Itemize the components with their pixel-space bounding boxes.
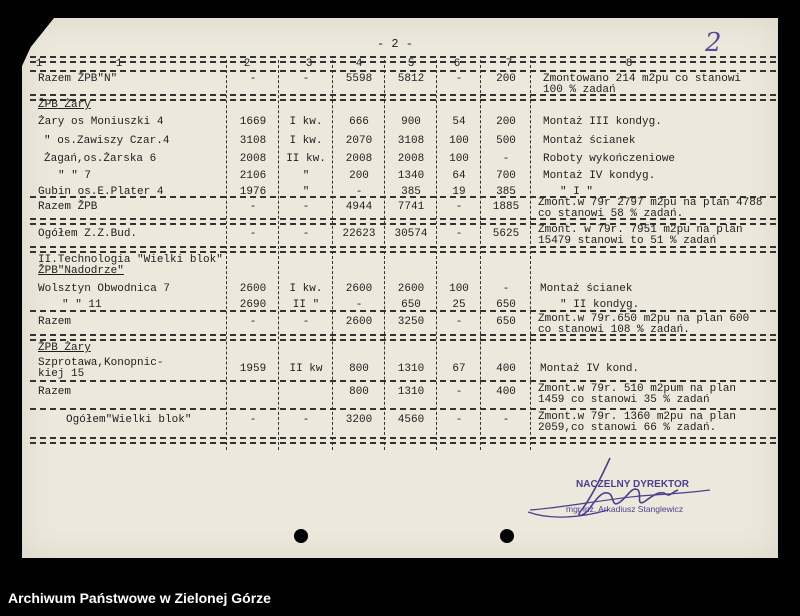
cell: I kw. (289, 135, 323, 147)
rule (30, 70, 776, 72)
remark: Zmont. w 79r. 7951 m2pu na plan (538, 224, 743, 236)
cell: - (302, 316, 310, 328)
remark: Zmont.w 79r. 510 m2pum na plan (538, 383, 737, 395)
col-header: 4 (355, 58, 363, 70)
archive-caption-bar (0, 580, 800, 616)
cell: " (302, 186, 310, 198)
cell: 1340 (397, 170, 425, 182)
cell: 100 (449, 153, 469, 165)
remark: Zmontowano 214 m2pu co stanowi (543, 73, 742, 85)
cell: 500 (496, 135, 516, 147)
column-rule (384, 60, 385, 450)
remark: Zmont.w 79r 2797 m2pu na plan 4788 (538, 197, 763, 209)
col-header: 5 (407, 58, 415, 70)
cell: 67 (452, 363, 466, 375)
cell: 2106 (239, 170, 267, 182)
remark: Montaż IV kond. (540, 363, 640, 375)
remark: " II kondyg. (560, 299, 640, 311)
row-label: " " 7 (58, 170, 92, 182)
remark: Montaż ścianek (543, 135, 636, 147)
remark: Montaż III kondyg. (543, 116, 662, 128)
cell: 19 (452, 186, 466, 198)
row-label: Gubin os.E.Plater 4 (38, 186, 164, 198)
cell: - (249, 201, 257, 213)
col-header: 7 (505, 58, 513, 70)
cell: 2070 (345, 135, 373, 147)
cell: - (302, 201, 310, 213)
cell: 385 (496, 186, 516, 198)
cell: I kw. (289, 283, 323, 295)
cell: 25 (452, 299, 466, 311)
col-header: 2 (243, 58, 251, 70)
signature (520, 450, 720, 530)
row-label: Szprotawa,Konopnic- (38, 357, 164, 369)
col-header: 3 (305, 58, 313, 70)
cell: 3250 (397, 316, 425, 328)
cell: 200 (349, 170, 369, 182)
remark: 2059,co stanowi 66 % zadań. (538, 422, 717, 434)
handwritten-page-number: 2 (705, 28, 722, 58)
cell: 30574 (394, 228, 428, 240)
remark: co stanowi 58 % zadań. (538, 208, 684, 220)
cell: - (455, 201, 463, 213)
cell: 4944 (345, 201, 373, 213)
cell: II " (292, 299, 320, 311)
row-label: Żagań,os.Żarska 6 (44, 153, 157, 165)
cell: 5598 (345, 73, 373, 85)
cell: 54 (452, 116, 466, 128)
cell: " (302, 170, 310, 182)
col-header: 6 (453, 58, 461, 70)
section-label: ŽPB Żary (38, 99, 91, 111)
cell: 64 (452, 170, 466, 182)
cell: II kw (289, 363, 323, 375)
cell: 3108 (397, 135, 425, 147)
cell: 1310 (397, 386, 425, 398)
cell: - (249, 316, 257, 328)
cell: 5812 (397, 73, 425, 85)
cell: 2008 (239, 153, 267, 165)
remark: Roboty wykończeniowe (543, 153, 676, 165)
cell: - (302, 73, 310, 85)
cell: 200 (496, 116, 516, 128)
row-label: Ogółem Z.Z.Bud. (38, 228, 138, 240)
cell: 2008 (345, 153, 373, 165)
remark: co stanowi 108 % zadań. (538, 324, 690, 336)
remark: " I " (560, 186, 594, 198)
cell: II kw. (286, 153, 326, 165)
row-label: " " 11 (62, 299, 102, 311)
section-label: ŽPB Żary (38, 342, 91, 354)
cell: 385 (401, 186, 421, 198)
cell: 1976 (239, 186, 267, 198)
cell: 900 (401, 116, 421, 128)
cell: - (455, 414, 463, 426)
cell: 100 (449, 135, 469, 147)
cell: 2600 (345, 283, 373, 295)
cell: - (302, 414, 310, 426)
cell: - (455, 73, 463, 85)
cell: 650 (401, 299, 421, 311)
remark: Montaż ścianek (540, 283, 633, 295)
cell: - (249, 73, 257, 85)
page-number: - 2 - (376, 37, 413, 51)
col-header: 1 (115, 58, 123, 70)
cell: 2600 (397, 283, 425, 295)
remark: Zmont.w 79r. 1360 m2pu na plan (538, 411, 737, 423)
cell: - (502, 414, 510, 426)
remark: Montaż IV kondyg. (543, 170, 656, 182)
cell: 666 (349, 116, 369, 128)
rule (30, 437, 776, 439)
row-label: Ogółem"Wielki blok" (66, 414, 192, 426)
column-rule (278, 60, 279, 450)
row-label: Razem ŽPB (38, 201, 98, 213)
row-label: " os.Zawiszy Czar.4 (44, 135, 170, 147)
column-rule (530, 60, 531, 450)
row-label: kiej 15 (38, 368, 85, 380)
cell: - (249, 228, 257, 240)
column-rule (226, 60, 227, 450)
cell: - (455, 228, 463, 240)
row-label: Razem (38, 316, 72, 328)
punch-hole (294, 529, 308, 543)
rule (30, 94, 776, 96)
section-label: II.Technologia "Wielki blok" (38, 254, 223, 266)
cell: I kw. (289, 116, 323, 128)
punch-hole (500, 529, 514, 543)
cell: - (455, 316, 463, 328)
cell: - (355, 299, 363, 311)
cell: 5625 (492, 228, 520, 240)
cell: 1310 (397, 363, 425, 375)
cell: - (455, 386, 463, 398)
col-header: 1 (35, 58, 43, 70)
row-label: Razem ŽPB"N" (38, 73, 118, 85)
remark: 1459 co stanowi 35 % zadań (538, 394, 710, 406)
rule (30, 56, 776, 58)
cell: 2008 (397, 153, 425, 165)
row-label: Razem (38, 386, 72, 398)
archive-caption: Archiwum Państwowe w Zielonej Górze (8, 590, 271, 606)
row-label: Żary os Moniuszki 4 (38, 116, 164, 128)
cell: 1959 (239, 363, 267, 375)
column-rule (480, 60, 481, 450)
cell: 2600 (345, 316, 373, 328)
column-rule (332, 60, 333, 450)
cell: 100 (449, 283, 469, 295)
cell: 650 (496, 299, 516, 311)
cell: 800 (349, 386, 369, 398)
cell: 400 (496, 363, 516, 375)
remark: Zmont.w 79r.650 m2pu na plan 600 (538, 313, 750, 325)
cell: 4560 (397, 414, 425, 426)
cell: 22623 (342, 228, 376, 240)
section-label: ŽPB"Nadodrze" (38, 265, 124, 277)
remark: 100 % zadań (543, 84, 616, 96)
cell: 1885 (492, 201, 520, 213)
cell: 2690 (239, 299, 267, 311)
cell: - (502, 153, 510, 165)
stamp-title: NACZELNY DYREKTOR (576, 479, 689, 490)
cell: - (355, 186, 363, 198)
remark: 15479 stanowi to 51 % zadań (538, 235, 717, 247)
col-header: 8 (625, 58, 633, 70)
cell: 200 (496, 73, 516, 85)
cell: 800 (349, 363, 369, 375)
stamp-name: mgr inż. Arkadiusz Stanglewicz (566, 504, 684, 514)
rule (30, 408, 776, 410)
cell: 3200 (345, 414, 373, 426)
column-rule (436, 60, 437, 450)
cell: 2600 (239, 283, 267, 295)
rule (30, 380, 776, 382)
cell: 3108 (239, 135, 267, 147)
cell: 7741 (397, 201, 425, 213)
cell: 1669 (239, 116, 267, 128)
cell: 400 (496, 386, 516, 398)
cell: 650 (496, 316, 516, 328)
cell: - (502, 283, 510, 295)
row-label: Wolsztyn Obwodnica 7 (38, 283, 171, 295)
cell: - (302, 228, 310, 240)
cell: - (249, 414, 257, 426)
cell: 700 (496, 170, 516, 182)
